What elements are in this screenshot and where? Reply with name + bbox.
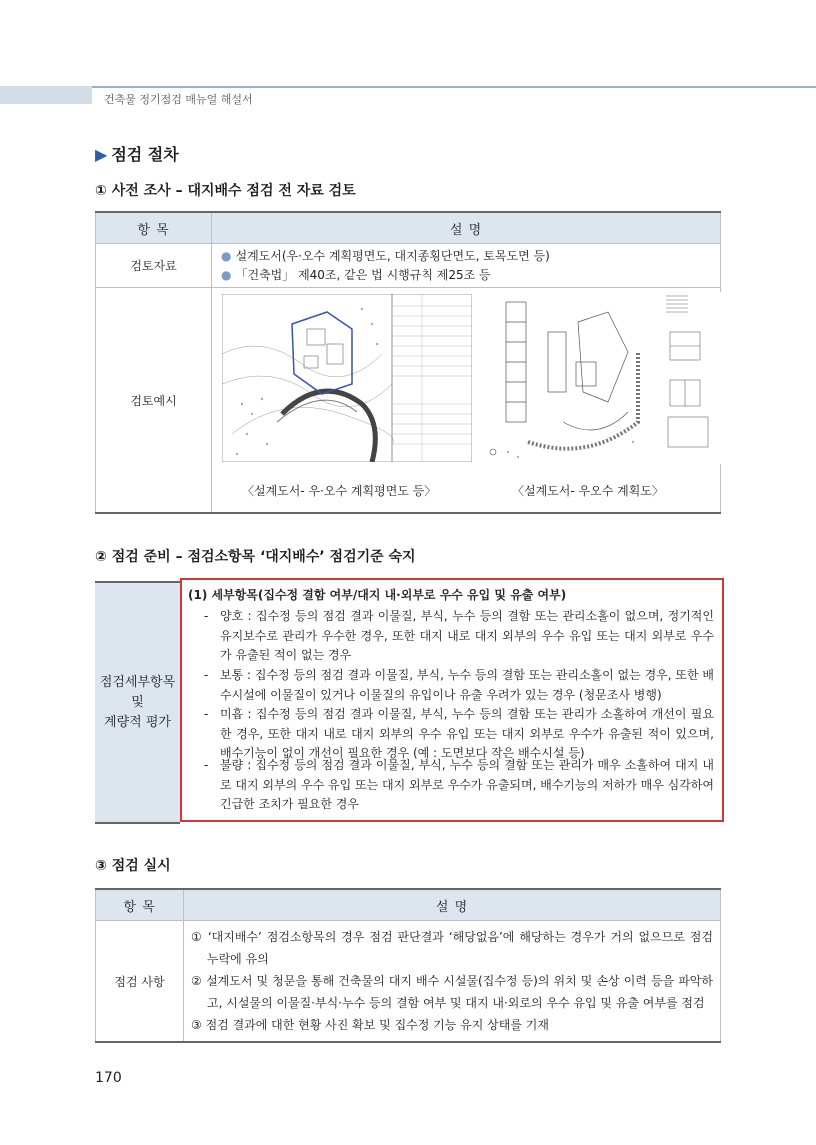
drawing-examples — [212, 288, 721, 514]
list-item: ③ 점검 결과에 대한 현황 사진 확보 및 집수정 기능 유지 상태를 기재 — [191, 1018, 549, 1032]
row-label-review-docs: 검토자료 — [96, 244, 212, 288]
row-label-inspection: 점검 사항 — [96, 921, 184, 1043]
caption-left: 〈설계도서- 우·오수 계획평면도 등〉 — [242, 484, 437, 498]
criteria-label — [95, 581, 180, 824]
criteria-item-bad: - 불량 : 집수정 등의 점검 결과 이물질, 부식, 누수 등의 결함 또는 관리가 매우 소홀하여 대지 내로 대지 외부의 우수 유입 또는 대지 외부로 우수가 유출되며, 배수기능의 저하가 매우 심각하여 긴급한 조치가 필요한 경우 — [204, 758, 714, 811]
step3-title: ③ 점검 실시 — [95, 858, 171, 874]
criteria-label-line: 점검세부항목 — [99, 674, 176, 690]
inspection-items-cell — [184, 921, 721, 1043]
running-title: 건축물 정기점검 매뉴얼 해설서 — [104, 93, 253, 106]
list-item: ② 설계도서 및 청문을 통해 건축물의 대지 배수 시설물(집수정 등)의 위치 및 손상 이력 등을 파악하고, 시설물의 이물질·부식·누수 등의 결함 여부 및 대지 내·외로의 우수 유입 및 유출 여부를 점검 — [191, 974, 713, 1010]
header-tab — [0, 86, 92, 104]
triangle-icon: ▶ — [95, 145, 108, 164]
list-item: ① ‘대지배수’ 점검소항목의 경우 점검 판단결과 ‘해당없음’에 해당하는 경우가 거의 없으므로 점검 누락에 유의 — [191, 930, 713, 966]
row-label-review-example: 검토예시 — [96, 288, 212, 514]
criteria-heading: (1) 세부항목(집수정 결함 여부/대지 내·외부로 우수 유입 및 유출 여부) — [188, 588, 567, 602]
bullet-item: ● 설계도서(우·오수 계획평면도, 대지종횡단면도, 토목도면 등) — [221, 248, 550, 263]
step2-title: ② 점검 준비 – 점검소항목 ‘대지배수’ 점검기준 숙지 — [95, 549, 416, 565]
criteria-item-normal: - 보통 : 집수정 등의 점검 결과 이물질, 부식, 누수 등의 결함 또는 관리소홀이 없는 경우, 또한 배수시설에 이물질이 있거나 이물질의 유입이나 유출 우려가 있는 경우 (청문조사 병행) — [204, 668, 714, 702]
col-desc-header: 설 명 — [184, 889, 721, 921]
header-rule — [0, 86, 816, 88]
criteria-item-poor: - 미흡 : 집수정 등의 점검 결과 이물질, 부식, 누수 등의 결함 또는 관리가 소홀하여 개선이 필요한 경우, 또한 대지 내로 대지 외부의 우수 유입 또는 대지 외부로 우수가 유출된 적이 있으며, 배수기능이 없이 개선이 필요한 경우 (예 : 도면보다 작은 배수시설 등) — [204, 707, 714, 760]
criteria-label-line: 및 — [131, 694, 144, 710]
caption-right: 〈설계도서- 우오수 계획도〉 — [512, 484, 664, 498]
criteria-item-good: - 양호 : 집수정 등의 점검 결과 이물질, 부식, 누수 등의 결함 또는 관리소홀이 없으며, 정기적인 유지보수로 관리가 우수한 경우, 또한 대지 내로 대지 외부의 우수 유입 또는 대지 외부로 우수가 유출된 적이 없는 경우 — [204, 609, 714, 662]
inspection-table — [95, 888, 721, 1043]
top-margin — [0, 0, 816, 86]
review-table — [95, 211, 721, 514]
site-plan-drawing — [222, 294, 472, 462]
criteria-box — [180, 578, 724, 822]
col-item-header: 항 목 — [96, 889, 184, 921]
bullet-item: ● 「건축법」 제40조, 같은 법 시행규칙 제25조 등 — [221, 267, 491, 282]
section-title: ▶ 점검 절차 — [95, 145, 179, 164]
step1-title: ① 사전 조사 – 대지배수 점검 전 자료 검토 — [95, 183, 356, 199]
drainage-plan-drawing — [488, 292, 722, 464]
review-docs-cell — [212, 244, 721, 288]
col-item-header: 항 목 — [96, 212, 212, 244]
page-number: 170 — [95, 1070, 122, 1086]
col-desc-header: 설 명 — [212, 212, 721, 244]
criteria-label-line: 계량적 평가 — [104, 714, 171, 730]
